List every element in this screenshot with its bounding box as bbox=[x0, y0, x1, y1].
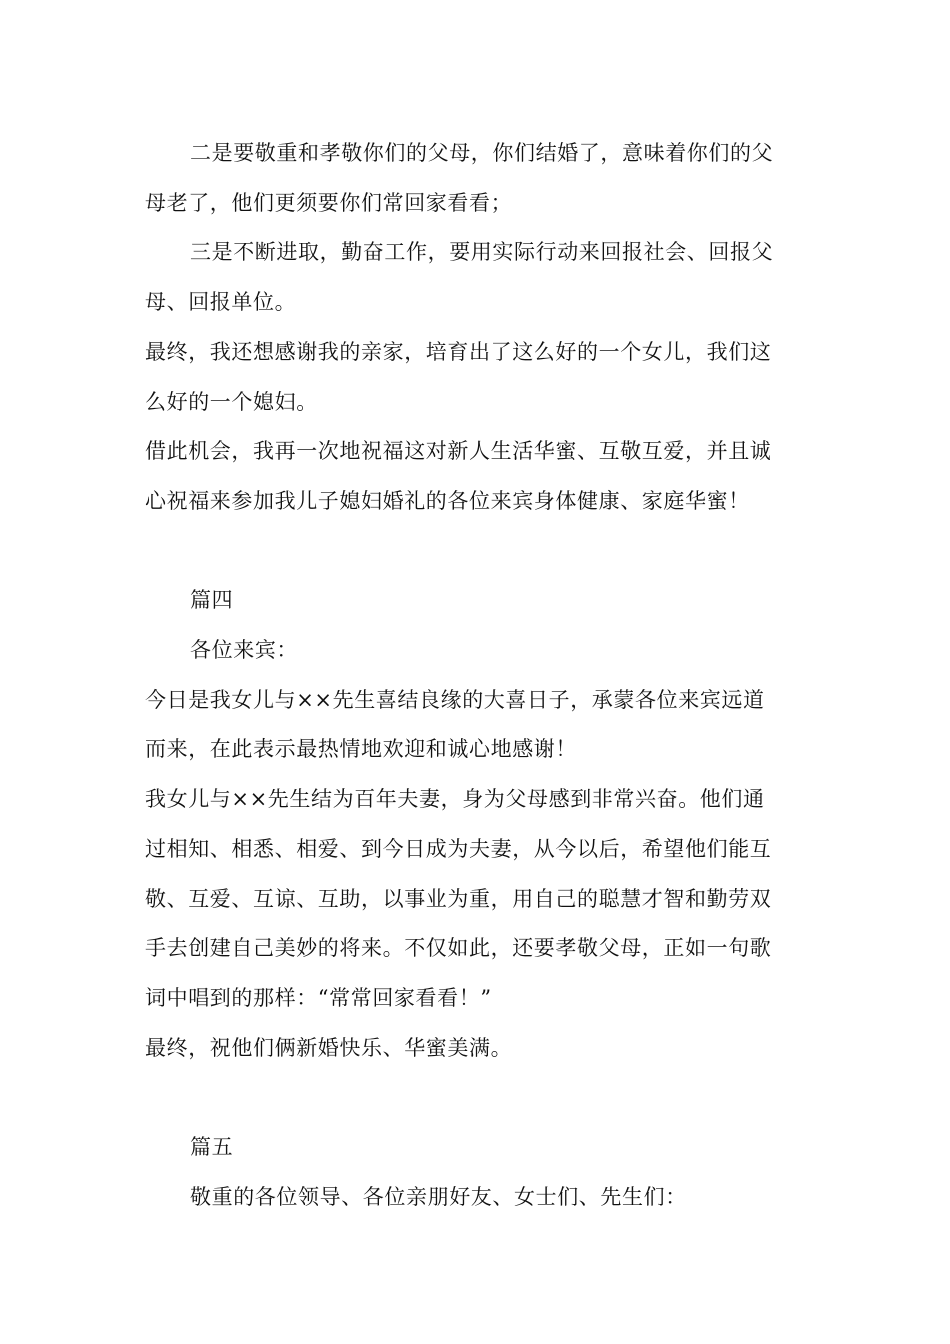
paragraph-line: 借此机会，我再一次地祝福这对新人生活华蜜、互敬互爱，并且诚 bbox=[145, 439, 772, 463]
paragraph-line: 我女儿与××先生结为百年夫妻，身为父母感到非常兴奋。他们通 bbox=[145, 787, 765, 811]
paragraph-line: 母老了，他们更须要你们常回家看看； bbox=[145, 191, 513, 215]
paragraph-line: 最终，祝他们俩新婚快乐、华蜜美满。 bbox=[145, 1036, 513, 1060]
paragraph-line: 敬、互爱、互谅、互助，以事业为重，用自己的聪慧才智和勤劳双 bbox=[145, 887, 772, 911]
paragraph-line: 二是要敬重和孝敬你们的父母，你们结婚了，意味着你们的父 bbox=[190, 141, 774, 165]
paragraph-line: 母、回报单位。 bbox=[145, 290, 297, 314]
salutation: 敬重的各位领导、各位亲朋好友、女士们、先生们： bbox=[190, 1185, 687, 1209]
paragraph-line: 词中唱到的那样：“常常回家看看！” bbox=[145, 986, 492, 1010]
paragraph-line: 过相知、相悉、相爱、到今日成为夫妻，从今以后，希望他们能互 bbox=[145, 837, 772, 861]
paragraph-line: 心祝福来参加我儿子媳妇婚礼的各位来宾身体健康、家庭华蜜！ bbox=[145, 489, 750, 513]
paragraph-line: 么好的一个媳妇。 bbox=[145, 390, 318, 414]
section-heading: 篇五 bbox=[190, 1135, 234, 1159]
paragraph-line: 最终，我还想感谢我的亲家，培育出了这么好的一个女儿，我们这 bbox=[145, 340, 772, 364]
paragraph-line: 三是不断进取，勤奋工作，要用实际行动来回报社会、回报父 bbox=[190, 240, 774, 264]
paragraph-line: 而来，在此表示最热情地欢迎和诚心地感谢！ bbox=[145, 737, 577, 761]
paragraph-line: 今日是我女儿与××先生喜结良缘的大喜日子，承蒙各位来宾远道 bbox=[145, 688, 765, 712]
section-heading: 篇四 bbox=[190, 588, 234, 612]
paragraph-line: 手去创建自己美妙的将来。不仅如此，还要孝敬父母，正如一句歌 bbox=[145, 936, 772, 960]
salutation: 各位来宾： bbox=[190, 638, 298, 662]
